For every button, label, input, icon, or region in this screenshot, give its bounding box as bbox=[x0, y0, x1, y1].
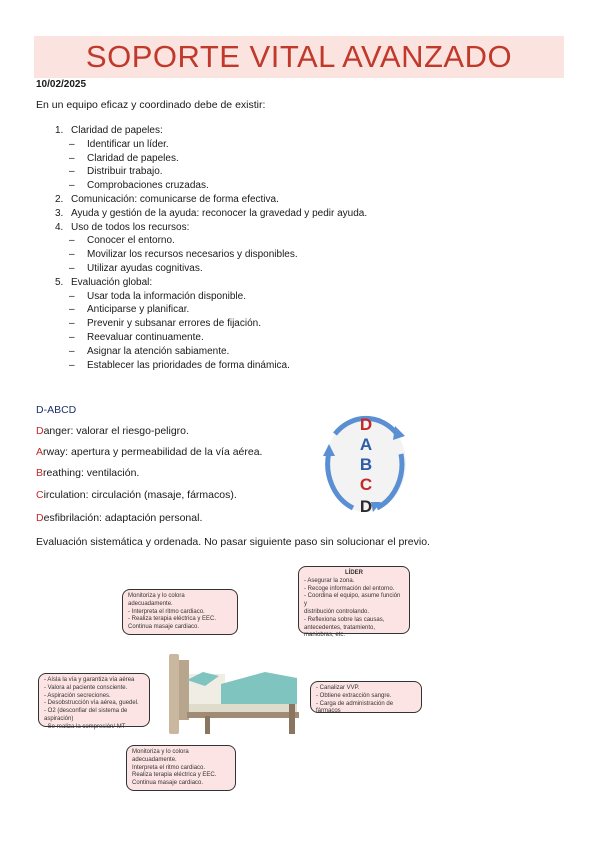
dabcd-title: D-ABCD bbox=[36, 404, 77, 416]
dabcd-row bbox=[36, 425, 189, 437]
bed-headboard bbox=[169, 654, 179, 734]
box-line: - Canalizar VVP. bbox=[316, 685, 360, 691]
diagram-letter-d2: D bbox=[359, 497, 373, 516]
box-line: - Aísla la vía y garantiza vía aérea bbox=[44, 677, 135, 683]
conclusion-text: Evaluación sistemática y ordenada. No pasar siguiente paso sin solucionar el previo. bbox=[36, 536, 430, 548]
list-subitem bbox=[55, 290, 367, 304]
box-line: distribución controlando. bbox=[304, 608, 370, 615]
subitem-text: Prevenir y subsanar errores de fijación. bbox=[87, 318, 261, 330]
dash-bullet: – bbox=[69, 345, 75, 357]
box-line: - Aspiración secreciones. bbox=[44, 692, 111, 699]
role-box-monitor bbox=[122, 589, 238, 635]
box-line: - Reflexiona sobre las causas, bbox=[304, 616, 385, 623]
box-line: maniobras, etc. bbox=[304, 632, 346, 639]
box-line: - Coordina el equipo, asume función y bbox=[304, 593, 401, 608]
list-text: Evaluación global: bbox=[71, 276, 153, 288]
dash-bullet: – bbox=[69, 262, 75, 274]
list-number: 2. bbox=[55, 193, 64, 205]
subitem-text: Anticiparse y planificar. bbox=[87, 304, 190, 316]
dabcd-letter: D bbox=[36, 425, 44, 437]
dabcd-letter: B bbox=[36, 467, 44, 479]
dash-bullet: – bbox=[69, 249, 75, 261]
arrow-head-top-icon bbox=[393, 426, 405, 440]
list-subitem bbox=[55, 165, 367, 179]
list-number: 1. bbox=[55, 125, 64, 136]
diagram-letter-a: A bbox=[359, 435, 373, 454]
role-box-circulation bbox=[310, 681, 422, 713]
box-line: Monitoriza y lo colora bbox=[128, 593, 185, 599]
box-line: adecuadamente. bbox=[132, 756, 177, 763]
list-subitem bbox=[55, 359, 367, 373]
dash-bullet: – bbox=[69, 304, 75, 316]
list-number: 3. bbox=[55, 207, 64, 219]
title-band bbox=[34, 36, 564, 78]
box-title: LÍDER bbox=[345, 570, 363, 576]
box-line: Realiza terapia eléctrica y EEC. bbox=[132, 772, 217, 779]
list-item bbox=[55, 193, 367, 207]
list-item bbox=[55, 276, 367, 290]
box-line: - Carga de administración de fármacos bbox=[316, 700, 394, 715]
role-box-airway bbox=[38, 673, 150, 730]
box-line: - Valora al paciente consciente. bbox=[44, 684, 128, 691]
dabcd-row bbox=[36, 446, 262, 458]
box-line: - Obtiene extracción sangre. bbox=[316, 692, 392, 699]
subitem-text: Reevaluar continuamente. bbox=[87, 331, 204, 343]
list-number: 4. bbox=[55, 221, 64, 233]
list-subitem bbox=[55, 138, 367, 152]
subitem-text: Claridad de papeles. bbox=[87, 152, 179, 164]
list-item bbox=[55, 221, 367, 235]
subitem-text: Utilizar ayudas cognitivas. bbox=[87, 262, 203, 274]
dabcd-text: reathing: ventilación. bbox=[43, 467, 140, 479]
intro-text: En un equipo eficaz y coordinado debe de existir: bbox=[36, 99, 266, 111]
box-line: adecuadamente. bbox=[128, 600, 173, 607]
list-text: Ayuda y gestión de la ayuda: reconocer la gravedad y pedir ayuda. bbox=[71, 207, 368, 219]
dabcd-letter: C bbox=[36, 489, 44, 501]
list-text: Comunicación: comunicarse de forma efectiva. bbox=[71, 193, 279, 205]
dash-bullet: – bbox=[69, 180, 75, 192]
dash-bullet: – bbox=[69, 235, 75, 247]
diagram-letter-c: C bbox=[359, 475, 373, 494]
dash-bullet: – bbox=[69, 138, 75, 150]
bed-illustration bbox=[165, 654, 305, 736]
box-line: Continua masaje cardiaco. bbox=[132, 780, 204, 787]
list-text: Uso de todos los recursos: bbox=[71, 221, 190, 233]
dabcd-row bbox=[36, 512, 202, 524]
box-line: - Desobstrucción vía aérea, guedel. bbox=[44, 700, 139, 707]
box-line: Monitoriza y lo colora bbox=[132, 749, 189, 755]
date: 10/02/2025 bbox=[36, 79, 87, 90]
box-line: - Se realiza la compresión/ MT bbox=[44, 723, 126, 730]
subitem-text: Movilizar los recursos necesarios y disponibles. bbox=[87, 249, 298, 261]
team-list bbox=[55, 124, 367, 372]
role-box-monitor-bottom bbox=[126, 745, 236, 791]
list-subitem bbox=[55, 317, 367, 331]
dabcd-text: esfibrilación: adaptación personal. bbox=[43, 512, 203, 524]
dash-bullet: – bbox=[69, 290, 75, 302]
dabcd-text: rway: apertura y permeabilidad de la vía aérea. bbox=[43, 446, 263, 458]
box-line: Interpreta el ritmo cardiaco. bbox=[132, 764, 206, 771]
subitem-text: Comprobaciones cruzadas. bbox=[87, 180, 209, 192]
box-line: antecedentes, tratamiento, bbox=[304, 624, 376, 631]
dash-bullet: – bbox=[69, 318, 75, 330]
dabcd-text: irculation: circulación (masaje, fármacos). bbox=[43, 489, 237, 501]
dabcd-cycle-diagram bbox=[315, 404, 417, 522]
box-line: - Interpreta el ritmo cardiaco. bbox=[128, 608, 205, 615]
role-box-leader bbox=[298, 566, 410, 639]
box-line: - O2 (desconfiar del sistema de aspiración) bbox=[44, 708, 128, 722]
list-text: Claridad de papeles: bbox=[71, 125, 163, 136]
list-subitem bbox=[55, 262, 367, 276]
dabcd-letter: A bbox=[36, 446, 44, 458]
bed-frame bbox=[187, 712, 299, 718]
list-subitem bbox=[55, 152, 367, 166]
list-subitem bbox=[55, 331, 367, 345]
subitem-text: Establecer las prioridades de forma dinámica. bbox=[87, 359, 290, 371]
subitem-text: Usar toda la información disponible. bbox=[87, 290, 246, 302]
dash-bullet: – bbox=[69, 331, 75, 343]
dabcd-text: anger: valorar el riesgo-peligro. bbox=[43, 425, 189, 437]
list-subitem bbox=[55, 303, 367, 317]
box-line: Continua masaje cardiaco. bbox=[128, 624, 200, 631]
dash-bullet: – bbox=[69, 152, 75, 164]
list-subitem bbox=[55, 179, 367, 193]
subitem-text: Asignar la atención sabiamente. bbox=[87, 345, 230, 357]
subitem-text: Distribuir trabajo. bbox=[87, 166, 163, 178]
subitem-text: Identificar un líder. bbox=[87, 138, 169, 150]
list-number: 5. bbox=[55, 276, 64, 288]
list-subitem bbox=[55, 234, 367, 248]
diagram-letter-b: B bbox=[359, 455, 373, 474]
list-item bbox=[55, 207, 367, 221]
dash-bullet: – bbox=[69, 166, 75, 178]
box-line: - Asegurar la zona. bbox=[304, 577, 355, 584]
list-subitem bbox=[55, 345, 367, 359]
subitem-text: Conocer el entorno. bbox=[87, 235, 175, 247]
diagram-letter-d1: D bbox=[359, 415, 373, 434]
list-item bbox=[55, 124, 367, 138]
dabcd-row bbox=[36, 489, 237, 501]
dash-bullet: – bbox=[69, 359, 75, 371]
box-line: - Realiza terapia eléctrica y EEC. bbox=[128, 616, 217, 623]
page-title: SOPORTE VITAL AVANZADO bbox=[85, 39, 513, 74]
dabcd-row bbox=[36, 467, 139, 479]
dabcd-letter: D bbox=[36, 512, 44, 524]
box-line: - Recoge información del entorno. bbox=[304, 585, 395, 592]
list-subitem bbox=[55, 248, 367, 262]
